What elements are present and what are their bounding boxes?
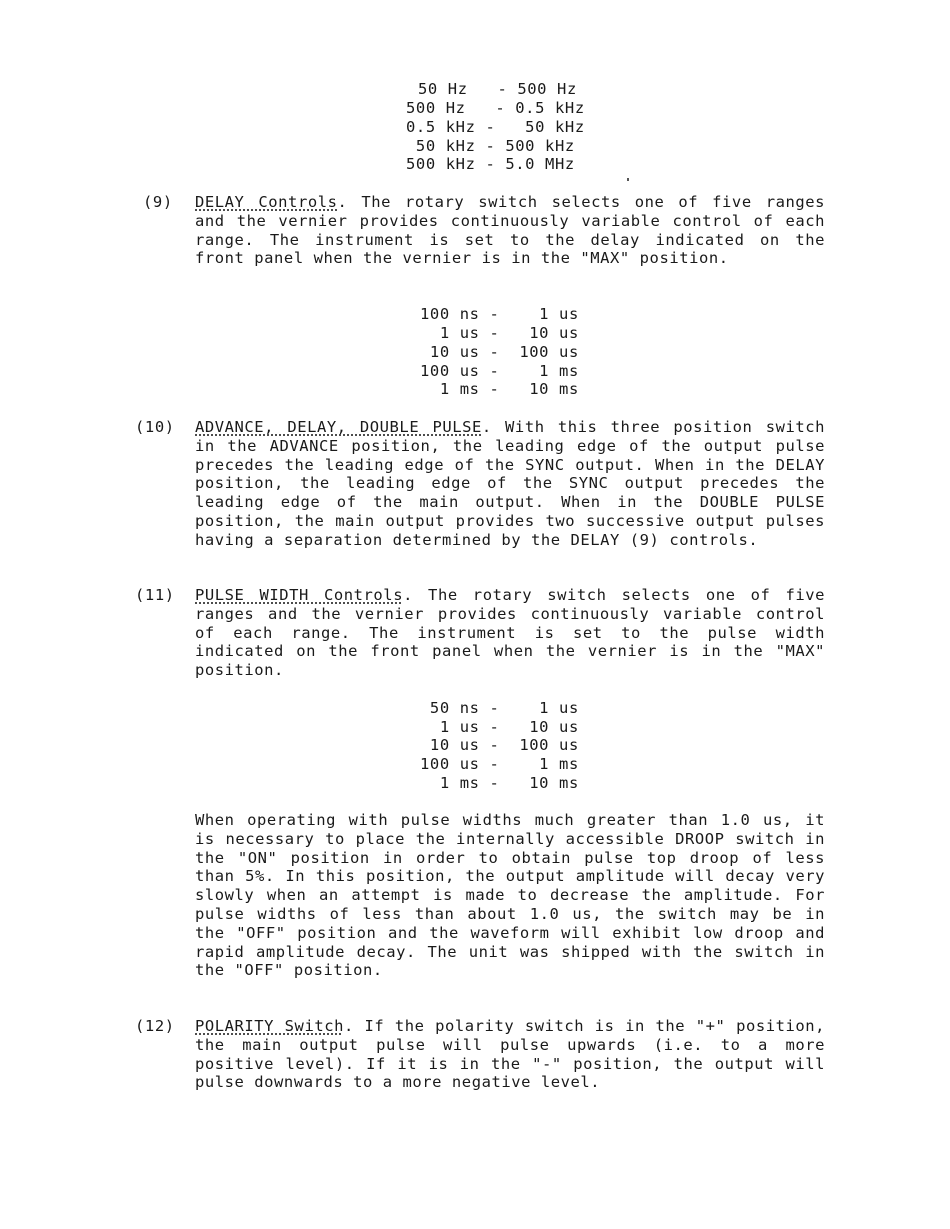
width-range-row: 1 ms - 10 ms <box>420 774 579 792</box>
section-9-number: (9) <box>143 193 173 211</box>
section-11-heading: PULSE WIDTH Controls <box>195 586 404 604</box>
section-11-body: . The rotary switch selects one of five ranges and the vernier provides continuously variable control of each range. The instrument is set to the pulse width indicated on the front panel when the vernier is in the "MAX" position. <box>195 586 825 680</box>
width-range-row: 10 us - 100 us <box>420 736 579 754</box>
width-range-row: 100 us - 1 ms <box>420 755 579 773</box>
section-12-paragraph <box>195 1017 825 1092</box>
section-10-heading: ADVANCE, DELAY, DOUBLE PULSE <box>195 418 482 436</box>
droop-note-paragraph: When operating with pulse widths much greater than 1.0 us, it is necessary to place the internally accessible DROOP switch in the "ON" position in order to obtain pulse top droop of less than 5%. In this position, the output amplitude will decay very slowly when an attempt is made to decrease the amplitude. For pulse widths of less than about 1.0 us, the switch may be in the "OFF" position and the waveform will exhibit low droop and rapid amplitude decay. The unit was shipped with the switch in the "OFF" position. <box>195 811 825 980</box>
section-12-heading: POLARITY Switch <box>195 1017 344 1035</box>
section-9-heading: DELAY Controls <box>195 193 338 211</box>
delay-range-row: 100 ns - 1 us <box>420 305 579 323</box>
width-range-row: 1 us - 10 us <box>420 718 579 736</box>
freq-range-row: 500 Hz - 0.5 kHz <box>406 99 585 117</box>
delay-range-row: 10 us - 100 us <box>420 343 579 361</box>
section-11-number: (11) <box>135 586 175 604</box>
section-10-paragraph <box>195 418 825 550</box>
section-12-body: . If the polarity switch is in the "+" position, the main output pulse will pulse upwards (i.e. to a more positive level). If it is in the "-" position, the output will pulse downwards to a more negative level. <box>195 1017 826 1092</box>
section-12-number: (12) <box>135 1017 175 1035</box>
section-10-number: (10) <box>135 418 175 436</box>
section-9-paragraph <box>195 193 825 268</box>
section-9-body: . The rotary switch selects one of five ranges and the vernier provides continuously variable control of each range. The instrument is set to the delay indicated on the front panel when the vernier is in the "MAX" position. <box>195 193 825 268</box>
section-10-body: . With this three position switch in the ADVANCE position, the leading edge of the output pulse precedes the leading edge of the SYNC output. When in the DELAY position, the leading edge of the SYNC output precedes the leading edge of the main output. When in the DOUBLE PULSE position, the main output provides two successive output pulses having a separation determined by the DELAY (9) controls. <box>195 418 825 549</box>
section-11-paragraph <box>195 586 825 680</box>
delay-range-row: 1 us - 10 us <box>420 324 579 342</box>
delay-range-row: 100 us - 1 ms <box>420 362 579 380</box>
freq-range-row: 500 kHz - 5.0 MHz <box>406 155 575 173</box>
freq-range-row: 50 kHz - 500 kHz <box>406 137 575 155</box>
delay-range-row: 1 ms - 10 ms <box>420 380 579 398</box>
scan-speck <box>627 178 629 181</box>
width-range-row: 50 ns - 1 us <box>420 699 579 717</box>
freq-range-row: 50 Hz - 500 Hz <box>418 80 577 98</box>
freq-range-row: 0.5 kHz - 50 kHz <box>406 118 585 136</box>
